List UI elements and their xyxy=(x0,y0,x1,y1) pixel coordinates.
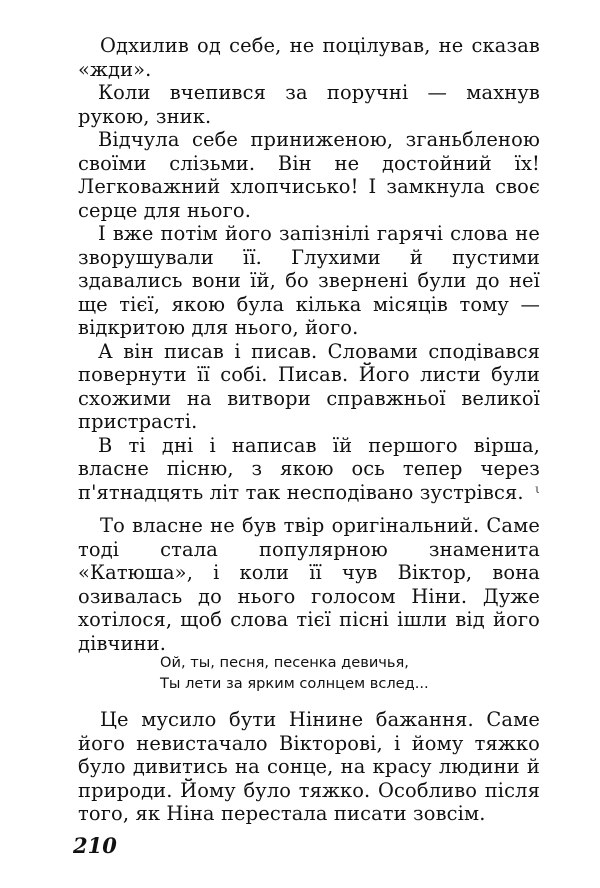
verse-line-2: Ты лети за ярким солнцем вслед... xyxy=(160,675,429,692)
paragraph-4: І вже потім його запізнілі гарячі слова не зворушували її. Глухими й пустими здавались вони їй, бо звернені були до неї ще тієї, якою була кілька місяців тому — відкритою для нього, його. xyxy=(78,222,540,339)
song-verse xyxy=(160,652,520,694)
paragraph-5: А він писав і писав. Словами сподівався повернути її собі. Писав. Його листи були схожими на витвори справжньої великої пристрасті. xyxy=(78,339,540,433)
verse-line-1: Ой, ты, песня, песенка девичья, xyxy=(160,654,409,671)
text-section-two xyxy=(78,514,540,655)
paragraph-6: В ті дні і написав їй першого вірша, власне пісню, з якою ось тепер через п'ятнадцять літ так несподівано зустрівся. xyxy=(78,433,540,504)
paragraph-8: Це мусило бути Нінине бажання. Саме його невистачало Вікторові, і йому тяжко було дивитись на сонце, на красу людини й природи. Йому було тяжко. Особливо після того, як Ніна перестала писати зовсім. xyxy=(78,708,540,825)
paragraph-7: То власне не був твір оригінальний. Саме тоді стала популярною знаменита «Катюша», і коли її чув Віктор, вона озивалась до нього голосом Ніни. Дуже хотілося, щоб слова тієї пісні ішли від його дівчини. xyxy=(78,514,540,655)
print-mark: ι xyxy=(535,482,540,496)
text-section-three xyxy=(78,708,540,826)
paragraph-3: Відчула себе приниженою, зганьбленою своїми слізьми. Він не достойний їх! Легковажний хлопчисько! І замкнула своє серце для нього. xyxy=(78,128,540,222)
paragraph-1: Одхилив од себе, не поцілував, не сказав «жди». xyxy=(78,34,540,81)
paragraph-2: Коли вчепився за поручні — махнув рукою, зник. xyxy=(78,81,540,128)
text-section-one xyxy=(78,34,540,504)
page-number: 210 xyxy=(73,833,117,858)
book-page xyxy=(78,34,540,825)
